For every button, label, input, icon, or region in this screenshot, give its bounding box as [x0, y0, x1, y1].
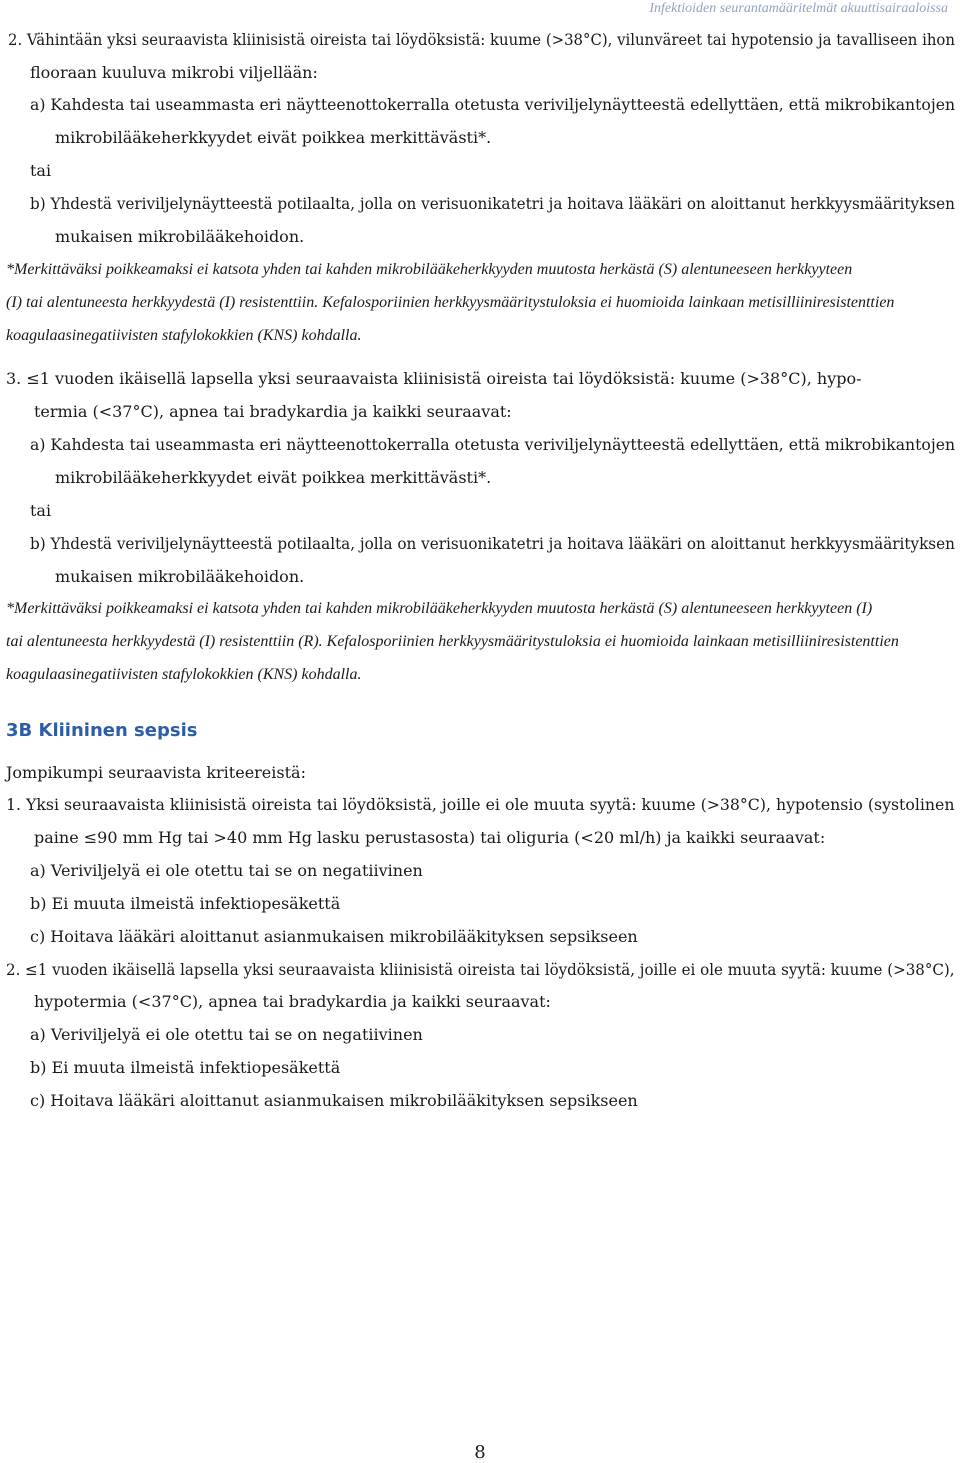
text-line: 1. Yksi seuraavaista kliinisistä oireista tai löydöksistä, joille ei ole muuta syytä: kuume (>38°C), hypotensio (systolinen	[6, 795, 955, 814]
text-line: Jompikumpi seuraavista kriteereistä:	[6, 763, 306, 782]
text-line: flooraan kuuluva mikrobi viljellään:	[30, 63, 318, 82]
text-line: c) Hoitava lääkäri aloittanut asianmukaisen mikrobilääkityksen sepsikseen	[30, 1091, 638, 1110]
text-line: termia (<37°C), apnea tai bradykardia ja kaikki seuraavat:	[34, 402, 512, 421]
text-line: 3. ≤1 vuoden ikäisellä lapsella yksi seuraavaista kliinisistä oireista tai löydöksistä: kuume (>38°C), hypo-	[6, 369, 862, 388]
text-line: mukaisen mikrobilääkehoidon.	[55, 227, 305, 246]
text-line: a) Kahdesta tai useammasta eri näytteenottokerralla otetusta veriviljelynäytteestä edellyttäen, että mikrobikantojen	[30, 435, 956, 454]
text-line: 2. Vähintään yksi seuraavista kliinisistä oireista tai löydöksistä: kuume (>38°C), vilunväreet tai hypotensio ja tavalliseen ihon	[8, 30, 955, 49]
text-line: b) Ei muuta ilmeistä infektiopesäkettä	[30, 894, 341, 913]
text-line: b) Yhdestä veriviljelynäytteestä potilaalta, jolla on verisuonikatetri ja hoitava lääkäri on aloittanut herkkyysmäärityksen	[30, 194, 955, 213]
running-header: Infektioiden seurantamääritelmät akuuttisairaaloissa	[649, 1, 948, 16]
footnote-line: koagulaasinegatiivisten stafylokokkien (KNS) kohdalla.	[6, 666, 362, 683]
text-line: tai	[30, 161, 52, 180]
text-line: mikrobilääkeherkkyydet eivät poikkea merkittävästi*.	[55, 128, 492, 147]
footnote-line: *Merkittäväksi poikkeamaksi ei katsota yhden tai kahden mikrobilääkeherkkyyden muutosta herkästä (S) alentuneeseen herkkyyteen (I)	[6, 600, 873, 617]
text-line: hypotermia (<37°C), apnea tai bradykardia ja kaikki seuraavat:	[34, 992, 551, 1011]
footnote-line: tai alentuneesta herkkyydestä (I) resistenttiin (R). Kefalosporiinien herkkyysmääritystuloksia ei huomioida lainkaan metisilliiniresistenttien	[6, 633, 899, 650]
text-line: a) Veriviljelyä ei ole otettu tai se on negatiivinen	[30, 1025, 423, 1044]
section-heading: 3B Kliininen sepsis	[6, 720, 198, 741]
text-line: b) Ei muuta ilmeistä infektiopesäkettä	[30, 1058, 341, 1077]
footnote-line: *Merkittäväksi poikkeamaksi ei katsota yhden tai kahden mikrobilääkeherkkyyden muutosta herkästä (S) alentuneeseen herkkyyteen	[6, 261, 853, 278]
text-line: mikrobilääkeherkkyydet eivät poikkea merkittävästi*.	[55, 468, 492, 487]
text-line: tai	[30, 501, 52, 520]
text-line: 2. ≤1 vuoden ikäisellä lapsella yksi seuraavaista kliinisistä oireista tai löydöksistä, joille ei ole muuta syytä: kuume (>38°C),	[6, 960, 955, 979]
text-line: b) Yhdestä veriviljelynäytteestä potilaalta, jolla on verisuonikatetri ja hoitava lääkäri on aloittanut herkkyysmäärityksen	[30, 534, 955, 553]
text-line: c) Hoitava lääkäri aloittanut asianmukaisen mikrobilääkityksen sepsikseen	[30, 927, 638, 946]
text-line: paine ≤90 mm Hg tai >40 mm Hg lasku perustasosta) tai oliguria (<20 ml/h) ja kaikki seuraavat:	[34, 828, 826, 847]
text-line: mukaisen mikrobilääkehoidon.	[55, 567, 305, 586]
page-number: 8	[474, 1442, 486, 1463]
footnote-line: (I) tai alentuneesta herkkyydestä (I) resistenttiin. Kefalosporiinien herkkyysmääritystuloksia ei huomioida lainkaan metisilliiniresistenttien	[6, 294, 895, 311]
text-line: a) Kahdesta tai useammasta eri näytteenottokerralla otetusta veriviljelynäytteestä edellyttäen, että mikrobikantojen	[30, 95, 956, 114]
text-line: a) Veriviljelyä ei ole otettu tai se on negatiivinen	[30, 861, 423, 880]
footnote-line: koagulaasinegatiivisten stafylokokkien (KNS) kohdalla.	[6, 327, 362, 344]
